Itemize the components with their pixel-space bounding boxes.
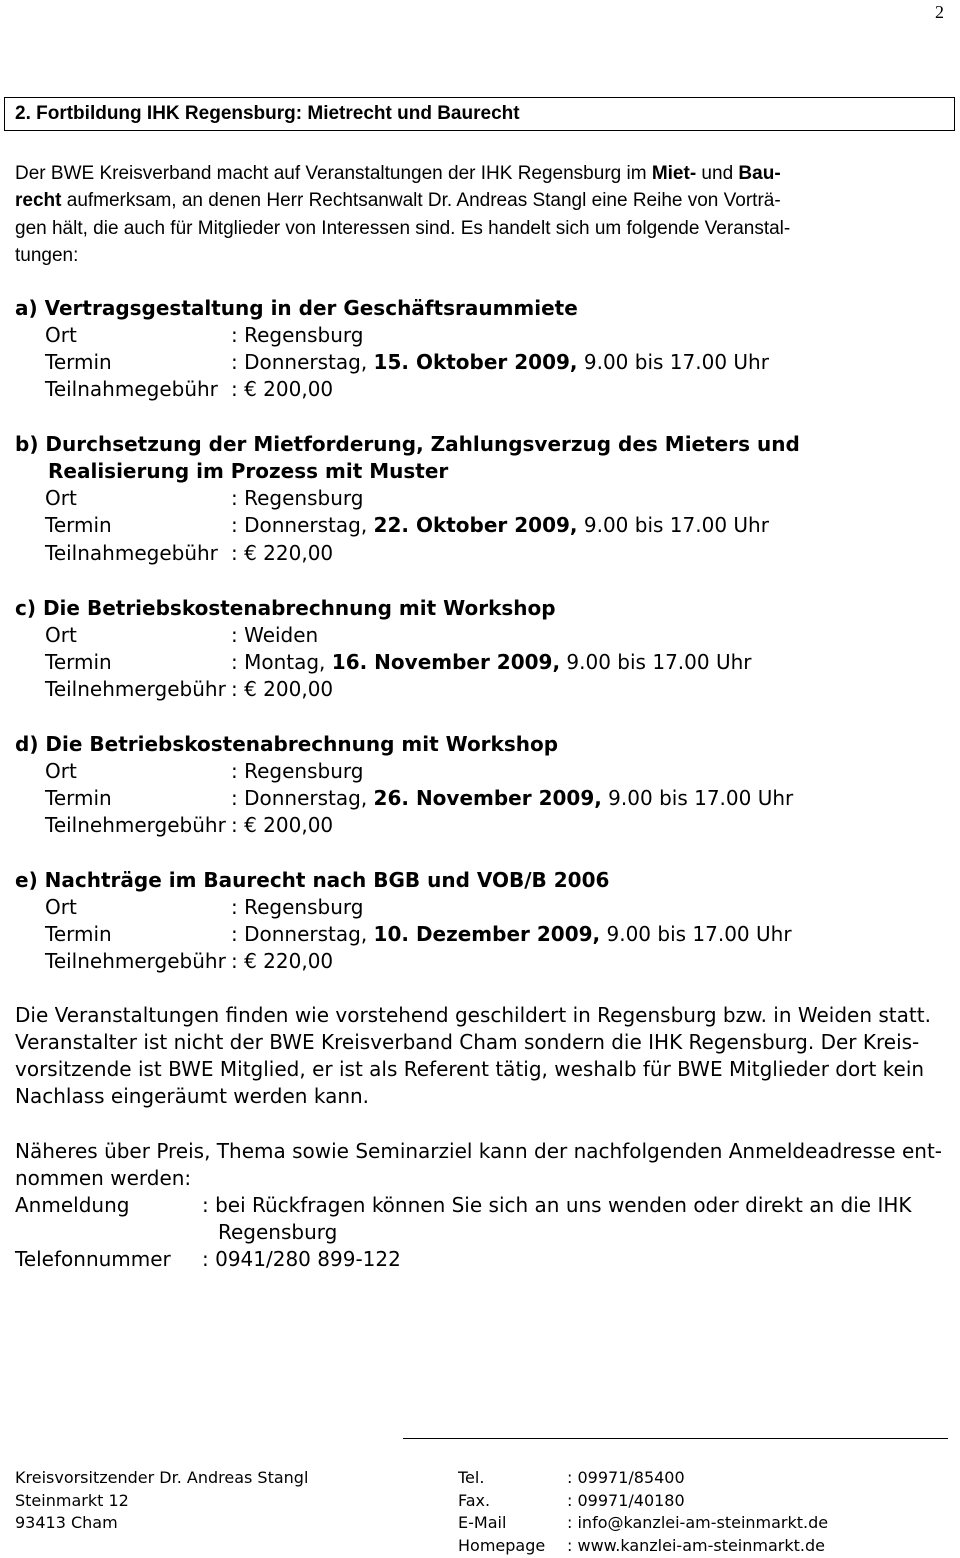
event-e-title: e) Nachträge im Baurecht nach BGB und VOB/B 2006 — [15, 868, 610, 892]
event-e-ort: Ort : Regensburg — [45, 895, 364, 919]
details-line-2: nommen werden: — [15, 1166, 192, 1190]
event-d-termin: Termin : Donnerstag, 26. November 2009, 9.00 bis 17.00 Uhr — [45, 786, 794, 810]
event-e-termin: Termin : Donnerstag, 10. Dezember 2009, 9.00 bis 17.00 Uhr — [45, 922, 792, 946]
closing-line-3: vorsitzende ist BWE Mitglied, er ist als Referent tätig, weshalb für BWE Mitglieder dort kein — [15, 1057, 925, 1081]
closing-line-1: Die Veranstaltungen finden wie vorstehend geschildert in Regensburg bzw. in Weiden statt. — [15, 1003, 931, 1027]
section-title: 2. Fortbildung IHK Regensburg: Mietrecht und Baurecht — [15, 103, 520, 124]
intro-line-4: tungen: — [15, 245, 79, 267]
section-header-box — [4, 97, 955, 131]
footer-tel: : 09971/85400 — [567, 1468, 685, 1487]
event-d-ort: Ort : Regensburg — [45, 759, 364, 783]
intro-paragraph — [15, 160, 945, 270]
intro-line-3: gen hält, die auch für Mitglieder von Interessen sind. Es handelt sich um folgende Veranstal- — [15, 217, 791, 239]
event-c-termin: Termin : Montag, 16. November 2009, 9.00 bis 17.00 Uhr — [45, 650, 752, 674]
event-d-fee: Teilnehmergebühr : € 200,00 — [45, 813, 334, 837]
event-c-fee: Teilnehmergebühr : € 200,00 — [45, 677, 334, 701]
footer-fax-label: Fax. — [458, 1491, 491, 1510]
footer-street: Steinmarkt 12 — [15, 1491, 129, 1510]
event-b-title: b) Durchsetzung der Mietforderung, Zahlungsverzug des Mieters und — [15, 432, 800, 456]
footer-email: : info@kanzlei-am-steinmarkt.de — [567, 1513, 829, 1532]
footer-web: : www.kanzlei-am-steinmarkt.de — [567, 1536, 825, 1555]
closing-line-4: Nachlass eingeräumt werden kann. — [15, 1084, 370, 1108]
event-c-ort: Ort : Weiden — [45, 623, 319, 647]
telefon-value: : 0941/280 899-122 — [202, 1247, 401, 1271]
event-a-fee: Teilnahmegebühr : € 200,00 — [45, 377, 334, 401]
event-a-termin: Termin : Donnerstag, 15. Oktober 2009, 9.00 bis 17.00 Uhr — [45, 350, 769, 374]
footer-name: Kreisvorsitzender Dr. Andreas Stangl — [15, 1468, 309, 1487]
footer-rule — [403, 1438, 948, 1439]
anmeldung-value: : bei Rückfragen können Sie sich an uns wenden oder direkt an die IHK — [202, 1193, 912, 1217]
event-e-fee: Teilnehmergebühr : € 220,00 — [45, 949, 334, 973]
event-b-title-cont: Realisierung im Prozess mit Muster — [48, 459, 449, 483]
event-b-ort: Ort : Regensburg — [45, 486, 364, 510]
intro-line-1: Der BWE Kreisverband macht auf Veranstaltungen der IHK Regensburg im Miet- und Bau- — [15, 163, 781, 184]
anmeldung-label: Anmeldung — [15, 1193, 130, 1217]
telefon-label: Telefonnummer — [15, 1247, 171, 1271]
event-d-title: d) Die Betriebskostenabrechnung mit Workshop — [15, 732, 559, 756]
footer-web-label: Homepage — [458, 1536, 546, 1555]
anmeldung-value-cont: Regensburg — [218, 1220, 338, 1244]
event-c-title: c) Die Betriebskostenabrechnung mit Workshop — [15, 596, 556, 620]
intro-line-2: recht aufmerksam, an denen Herr Rechtsanwalt Dr. Andreas Stangl eine Reihe von Vorträ- — [15, 190, 781, 212]
footer-tel-label: Tel. — [458, 1468, 485, 1487]
page-number: 2 — [935, 2, 944, 22]
footer-email-label: E-Mail — [458, 1513, 507, 1532]
details-line-1: Näheres über Preis, Thema sowie Seminarziel kann der nachfolgenden Anmeldeadresse ent- — [15, 1139, 943, 1163]
event-b-termin: Termin : Donnerstag, 22. Oktober 2009, 9.00 bis 17.00 Uhr — [45, 513, 769, 537]
footer-city: 93413 Cham — [15, 1513, 118, 1532]
event-a-title: a) Vertragsgestaltung in der Geschäftsraummiete — [15, 296, 578, 320]
event-b-fee: Teilnahmegebühr : € 220,00 — [45, 541, 334, 565]
footer-fax: : 09971/40180 — [567, 1491, 685, 1510]
closing-line-2: Veranstalter ist nicht der BWE Kreisverband Cham sondern die IHK Regensburg. Der Kreis- — [15, 1030, 920, 1054]
event-a-ort: Ort : Regensburg — [45, 323, 364, 347]
